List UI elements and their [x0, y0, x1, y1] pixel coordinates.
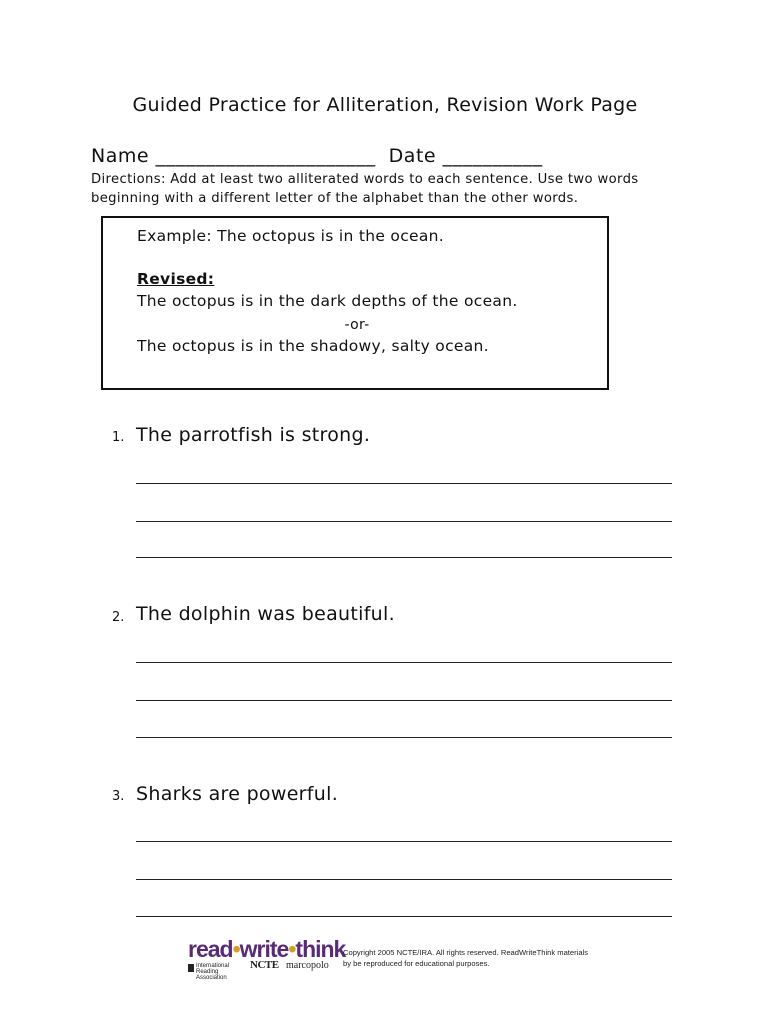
revised-label: Revised: [137, 270, 215, 288]
answer-line[interactable] [136, 879, 672, 880]
question-text: Sharks are powerful. [136, 783, 339, 805]
name-date-line: Name ______________________ Date __________ [91, 145, 543, 167]
copyright-text: Copyright 2005 NCTE/IRA. All rights reserved. ReadWriteThink materials by be reproduced for educational purposes. [343, 948, 589, 968]
revised-sentence-1: The octopus is in the dark depths of the ocean. [137, 292, 518, 310]
question-number: 1. [112, 430, 125, 445]
question-text: The parrotfish is strong. [136, 424, 371, 446]
readwritethink-logo [188, 936, 346, 981]
example-line: Example: The octopus is in the ocean. [137, 227, 444, 245]
answer-line[interactable] [136, 521, 672, 522]
answer-line[interactable] [136, 841, 672, 842]
answer-line[interactable] [136, 483, 672, 484]
ira-logo-text: International Reading Association [196, 963, 230, 981]
answer-line[interactable] [136, 700, 672, 701]
ncte-logo-text: NCTE [250, 959, 279, 971]
answer-line[interactable] [136, 662, 672, 663]
directions-text: Directions: Add at least two alliterated words to each sentence. Use two words beginning with a different letter of the alphabet than the other words. [91, 172, 639, 206]
ira-arrow-icon [188, 964, 194, 972]
or-separator: -or- [344, 317, 370, 333]
question-number: 3. [112, 789, 125, 804]
answer-line[interactable] [136, 557, 672, 558]
example-box [101, 216, 609, 390]
question-number: 2. [112, 610, 125, 625]
answer-line[interactable] [136, 737, 672, 738]
logo-wordmark: read•write•think [188, 936, 346, 962]
marcopolo-logo-text: marcopolo [286, 960, 329, 971]
question-text: The dolphin was beautiful. [136, 603, 395, 625]
revised-sentence-2: The octopus is in the shadowy, salty ocean. [137, 337, 489, 355]
answer-line[interactable] [136, 916, 672, 917]
page-title: Guided Practice for Alliteration, Revision Work Page [132, 94, 638, 116]
